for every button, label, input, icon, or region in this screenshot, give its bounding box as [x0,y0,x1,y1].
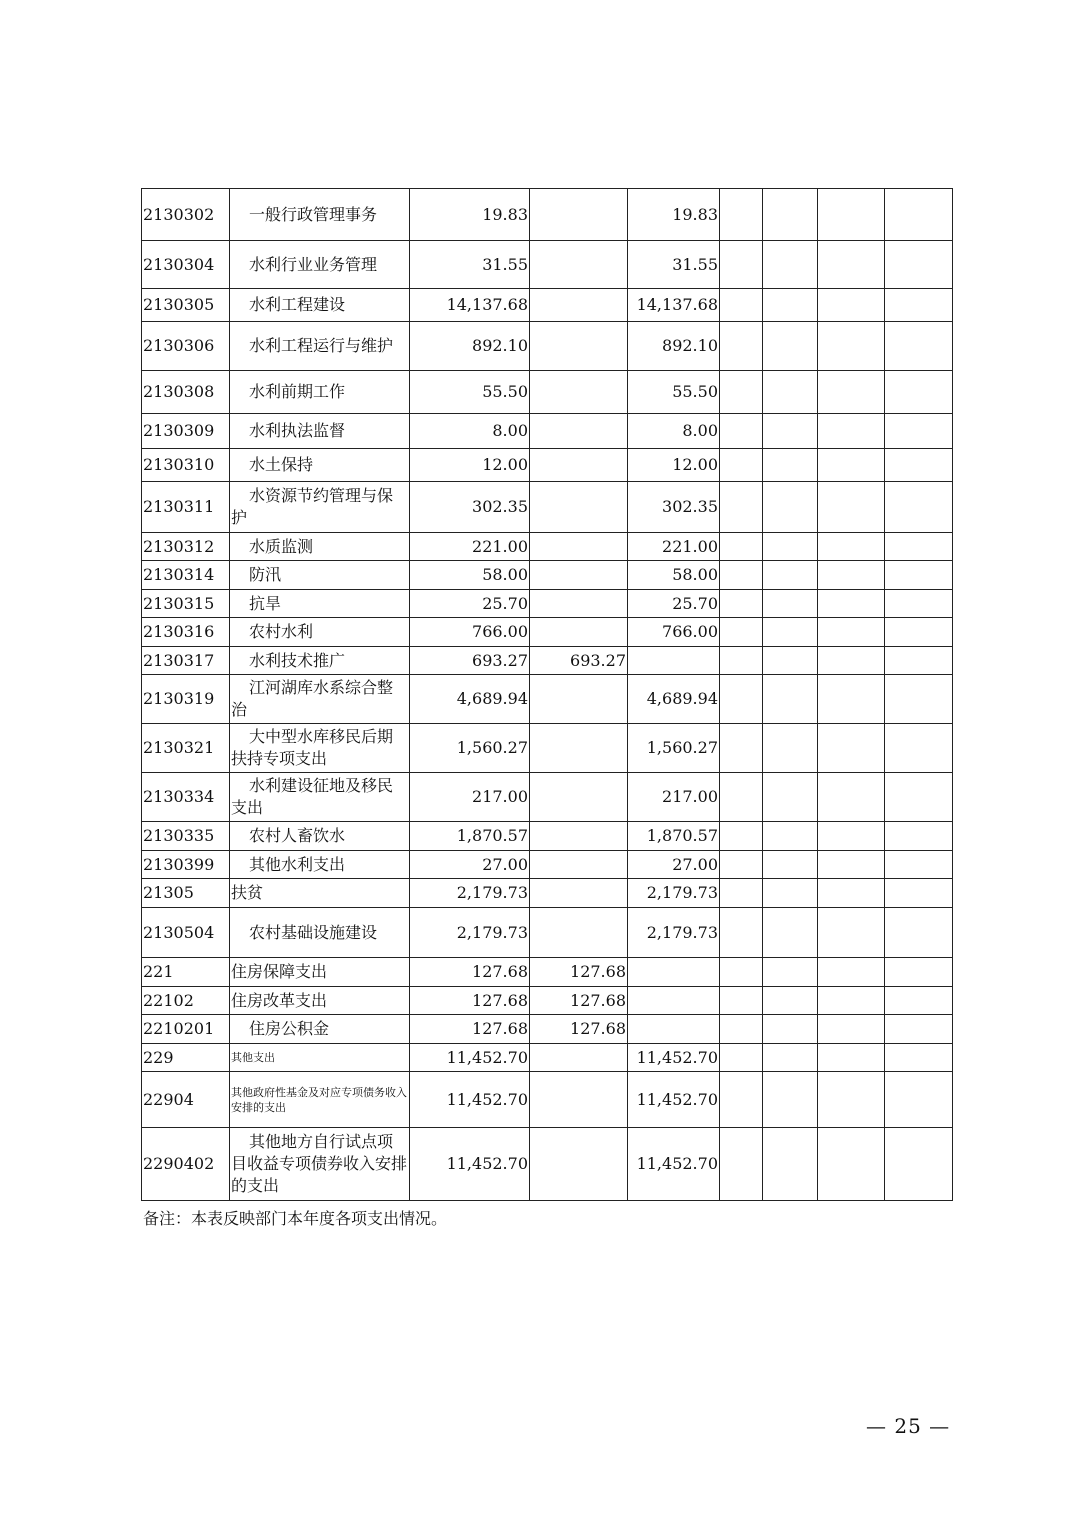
empty-cell [818,1044,885,1072]
project-expenditure-cell: 11,452.70 [628,1072,720,1128]
empty-cell [818,189,885,241]
basic-expenditure-cell [530,322,628,371]
empty-cell [885,958,953,987]
subject-code-cell: 22904 [142,1072,230,1128]
basic-expenditure-cell: 127.68 [530,1015,628,1044]
empty-cell [763,449,818,482]
total-amount-cell: 19.83 [410,189,530,241]
empty-cell [818,371,885,414]
empty-cell [763,241,818,289]
total-amount-cell: 892.10 [410,322,530,371]
basic-expenditure-cell [530,289,628,322]
empty-cell [885,822,953,851]
subject-code-cell: 2130399 [142,851,230,879]
total-amount-cell: 2,179.73 [410,908,530,958]
empty-cell [818,533,885,561]
total-amount-cell: 217.00 [410,773,530,822]
basic-expenditure-cell [530,675,628,724]
total-amount-cell: 1,870.57 [410,822,530,851]
subject-code-cell: 229 [142,1044,230,1072]
empty-cell [763,1044,818,1072]
empty-cell [818,851,885,879]
project-expenditure-cell: 221.00 [628,533,720,561]
table-row [142,371,953,414]
subject-code-cell: 2130334 [142,773,230,822]
project-expenditure-cell: 27.00 [628,851,720,879]
subject-name-cell: 农村人畜饮水 [230,822,410,851]
empty-cell [885,908,953,958]
empty-cell [885,675,953,724]
subject-name-cell: 其他水利支出 [230,851,410,879]
subject-code-cell: 2130312 [142,533,230,561]
empty-cell [885,449,953,482]
basic-expenditure-cell [530,724,628,773]
subject-code-cell: 2130316 [142,618,230,647]
subject-name-cell: 水资源节约管理与保护 [230,482,410,533]
empty-cell [885,773,953,822]
expenditure-table [141,188,953,1201]
empty-cell [763,1128,818,1201]
subject-name-cell: 农村基础设施建设 [230,908,410,958]
subject-name-cell: 水利技术推广 [230,647,410,675]
subject-name-cell: 水利工程建设 [230,289,410,322]
basic-expenditure-cell [530,879,628,908]
subject-code-cell: 2130304 [142,241,230,289]
total-amount-cell: 1,560.27 [410,724,530,773]
table-row [142,879,953,908]
empty-cell [720,987,763,1015]
empty-cell [818,1072,885,1128]
empty-cell [720,241,763,289]
table-row [142,482,953,533]
empty-cell [720,371,763,414]
basic-expenditure-cell [530,533,628,561]
empty-cell [885,414,953,449]
basic-expenditure-cell [530,851,628,879]
empty-cell [720,618,763,647]
basic-expenditure-cell [530,908,628,958]
table-row [142,1044,953,1072]
empty-cell [720,822,763,851]
empty-cell [720,879,763,908]
total-amount-cell: 127.68 [410,958,530,987]
project-expenditure-cell: 31.55 [628,241,720,289]
subject-code-cell: 2130319 [142,675,230,724]
total-amount-cell: 12.00 [410,449,530,482]
empty-cell [720,1015,763,1044]
basic-expenditure-cell [530,590,628,618]
total-amount-cell: 58.00 [410,561,530,590]
total-amount-cell: 127.68 [410,1015,530,1044]
table-row [142,773,953,822]
subject-name-cell: 抗旱 [230,590,410,618]
project-expenditure-cell: 766.00 [628,618,720,647]
total-amount-cell: 27.00 [410,851,530,879]
subject-name-cell: 江河湖库水系综合整治 [230,675,410,724]
empty-cell [885,189,953,241]
total-amount-cell: 766.00 [410,618,530,647]
subject-name-cell: 其他地方自行试点项目收益专项债券收入安排的支出 [230,1128,410,1201]
empty-cell [885,371,953,414]
subject-name-cell: 水利执法监督 [230,414,410,449]
total-amount-cell: 11,452.70 [410,1072,530,1128]
empty-cell [885,879,953,908]
empty-cell [763,371,818,414]
subject-code-cell: 2130302 [142,189,230,241]
basic-expenditure-cell: 693.27 [530,647,628,675]
table-note: 备注：本表反映部门本年度各项支出情况。 [143,1209,448,1228]
empty-cell [885,533,953,561]
table-row [142,618,953,647]
subject-name-cell: 水利建设征地及移民支出 [230,773,410,822]
empty-cell [885,724,953,773]
subject-code-cell: 2130335 [142,822,230,851]
total-amount-cell: 55.50 [410,371,530,414]
table-row [142,533,953,561]
basic-expenditure-cell [530,822,628,851]
basic-expenditure-cell: 127.68 [530,987,628,1015]
table-row [142,724,953,773]
empty-cell [885,618,953,647]
table-row [142,958,953,987]
project-expenditure-cell: 217.00 [628,773,720,822]
empty-cell [885,322,953,371]
project-expenditure-cell: 2,179.73 [628,908,720,958]
empty-cell [763,851,818,879]
empty-cell [720,773,763,822]
empty-cell [763,189,818,241]
empty-cell [720,414,763,449]
empty-cell [720,1128,763,1201]
table-row [142,822,953,851]
empty-cell [818,322,885,371]
basic-expenditure-cell [530,618,628,647]
table-row [142,590,953,618]
empty-cell [763,590,818,618]
project-expenditure-cell: 25.70 [628,590,720,618]
table-row [142,289,953,322]
subject-code-cell: 2130305 [142,289,230,322]
project-expenditure-cell: 1,870.57 [628,822,720,851]
empty-cell [885,590,953,618]
subject-name-cell: 一般行政管理事务 [230,189,410,241]
empty-cell [763,822,818,851]
empty-cell [763,1015,818,1044]
basic-expenditure-cell [530,773,628,822]
empty-cell [885,1072,953,1128]
empty-cell [763,724,818,773]
project-expenditure-cell: 8.00 [628,414,720,449]
empty-cell [720,590,763,618]
empty-cell [720,482,763,533]
empty-cell [818,822,885,851]
subject-name-cell: 住房公积金 [230,1015,410,1044]
total-amount-cell: 14,137.68 [410,289,530,322]
empty-cell [720,1044,763,1072]
project-expenditure-cell [628,647,720,675]
subject-code-cell: 2130315 [142,590,230,618]
subject-name-cell: 农村水利 [230,618,410,647]
table-body [142,189,953,1201]
total-amount-cell: 2,179.73 [410,879,530,908]
project-expenditure-cell: 12.00 [628,449,720,482]
empty-cell [720,289,763,322]
empty-cell [818,1128,885,1201]
table-row [142,189,953,241]
empty-cell [885,1044,953,1072]
empty-cell [885,1015,953,1044]
subject-name-cell: 其他政府性基金及对应专项债务收入安排的支出 [230,1072,410,1128]
table-row [142,851,953,879]
basic-expenditure-cell [530,371,628,414]
empty-cell [885,1128,953,1201]
project-expenditure-cell: 2,179.73 [628,879,720,908]
total-amount-cell: 11,452.70 [410,1128,530,1201]
project-expenditure-cell [628,958,720,987]
total-amount-cell: 221.00 [410,533,530,561]
basic-expenditure-cell [530,241,628,289]
empty-cell [818,879,885,908]
empty-cell [818,987,885,1015]
empty-cell [763,958,818,987]
empty-cell [885,482,953,533]
empty-cell [818,618,885,647]
subject-code-cell: 2130314 [142,561,230,590]
table-row [142,1015,953,1044]
subject-code-cell: 21305 [142,879,230,908]
total-amount-cell: 31.55 [410,241,530,289]
subject-code-cell: 2130310 [142,449,230,482]
total-amount-cell: 8.00 [410,414,530,449]
basic-expenditure-cell [530,561,628,590]
table-row [142,449,953,482]
empty-cell [720,675,763,724]
subject-name-cell: 水利行业业务管理 [230,241,410,289]
total-amount-cell: 25.70 [410,590,530,618]
table-row [142,241,953,289]
subject-code-cell: 22102 [142,987,230,1015]
empty-cell [763,675,818,724]
empty-cell [720,647,763,675]
empty-cell [720,1072,763,1128]
empty-cell [720,189,763,241]
project-expenditure-cell: 19.83 [628,189,720,241]
empty-cell [818,449,885,482]
subject-name-cell: 水利工程运行与维护 [230,322,410,371]
subject-name-cell: 防汛 [230,561,410,590]
empty-cell [720,724,763,773]
table-row [142,1072,953,1128]
project-expenditure-cell: 14,137.68 [628,289,720,322]
table-row [142,987,953,1015]
empty-cell [763,879,818,908]
project-expenditure-cell: 11,452.70 [628,1044,720,1072]
empty-cell [763,289,818,322]
empty-cell [885,289,953,322]
total-amount-cell: 4,689.94 [410,675,530,724]
empty-cell [720,958,763,987]
basic-expenditure-cell [530,1128,628,1201]
subject-code-cell: 2130309 [142,414,230,449]
empty-cell [818,724,885,773]
subject-code-cell: 2130311 [142,482,230,533]
empty-cell [720,322,763,371]
empty-cell [818,414,885,449]
project-expenditure-cell: 11,452.70 [628,1128,720,1201]
empty-cell [818,958,885,987]
page-number: — 25 — [866,1414,951,1438]
project-expenditure-cell: 58.00 [628,561,720,590]
basic-expenditure-cell [530,449,628,482]
empty-cell [818,675,885,724]
total-amount-cell: 11,452.70 [410,1044,530,1072]
project-expenditure-cell: 1,560.27 [628,724,720,773]
subject-name-cell: 其他支出 [230,1044,410,1072]
empty-cell [763,322,818,371]
subject-code-cell: 2290402 [142,1128,230,1201]
empty-cell [818,647,885,675]
empty-cell [763,647,818,675]
empty-cell [720,561,763,590]
subject-code-cell: 2130321 [142,724,230,773]
table-row [142,647,953,675]
basic-expenditure-cell [530,414,628,449]
project-expenditure-cell [628,987,720,1015]
subject-code-cell: 2130317 [142,647,230,675]
empty-cell [763,773,818,822]
project-expenditure-cell: 892.10 [628,322,720,371]
basic-expenditure-cell [530,1072,628,1128]
empty-cell [763,908,818,958]
empty-cell [763,533,818,561]
empty-cell [763,1072,818,1128]
empty-cell [720,533,763,561]
project-expenditure-cell: 55.50 [628,371,720,414]
empty-cell [763,482,818,533]
empty-cell [763,987,818,1015]
empty-cell [763,414,818,449]
subject-code-cell: 2130306 [142,322,230,371]
subject-name-cell: 住房改革支出 [230,987,410,1015]
table-row [142,561,953,590]
empty-cell [720,449,763,482]
table-row [142,414,953,449]
basic-expenditure-cell [530,482,628,533]
empty-cell [720,851,763,879]
subject-name-cell: 大中型水库移民后期扶持专项支出 [230,724,410,773]
basic-expenditure-cell [530,189,628,241]
table-row [142,1128,953,1201]
subject-code-cell: 221 [142,958,230,987]
subject-name-cell: 住房保障支出 [230,958,410,987]
table-row [142,908,953,958]
empty-cell [818,773,885,822]
project-expenditure-cell [628,1015,720,1044]
empty-cell [763,561,818,590]
subject-name-cell: 水土保持 [230,449,410,482]
empty-cell [720,908,763,958]
empty-cell [885,647,953,675]
empty-cell [818,482,885,533]
empty-cell [763,618,818,647]
basic-expenditure-cell: 127.68 [530,958,628,987]
empty-cell [818,561,885,590]
empty-cell [818,241,885,289]
subject-code-cell: 2130504 [142,908,230,958]
table-row [142,322,953,371]
subject-name-cell: 扶贫 [230,879,410,908]
basic-expenditure-cell [530,1044,628,1072]
table-row [142,675,953,724]
subject-name-cell: 水利前期工作 [230,371,410,414]
empty-cell [818,908,885,958]
empty-cell [885,851,953,879]
project-expenditure-cell: 4,689.94 [628,675,720,724]
empty-cell [818,590,885,618]
subject-code-cell: 2130308 [142,371,230,414]
empty-cell [818,1015,885,1044]
subject-name-cell: 水质监测 [230,533,410,561]
total-amount-cell: 302.35 [410,482,530,533]
empty-cell [885,561,953,590]
empty-cell [818,289,885,322]
subject-code-cell: 2210201 [142,1015,230,1044]
empty-cell [885,987,953,1015]
total-amount-cell: 127.68 [410,987,530,1015]
total-amount-cell: 693.27 [410,647,530,675]
project-expenditure-cell: 302.35 [628,482,720,533]
empty-cell [885,241,953,289]
